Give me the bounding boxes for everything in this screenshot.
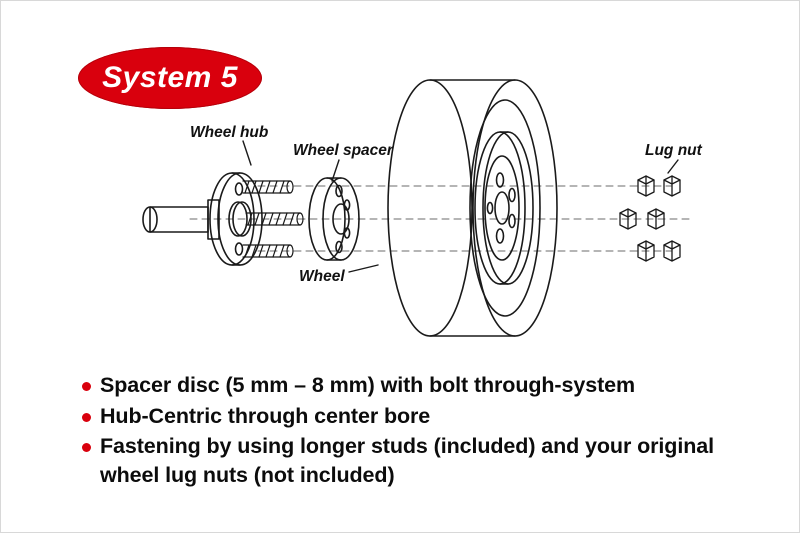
- bullet-dot-icon: [82, 413, 91, 422]
- list-item-text: Spacer disc (5 mm – 8 mm) with bolt through-system: [100, 373, 635, 397]
- bullet-dot-icon: [82, 382, 91, 391]
- feature-list: [82, 371, 762, 491]
- list-item: [82, 371, 762, 400]
- leader-lines: [243, 141, 678, 272]
- callout-lug-nut: Lug nut: [645, 142, 702, 159]
- bullet-dot-icon: [82, 443, 91, 452]
- callout-wheel-hub: Wheel hub: [190, 124, 269, 141]
- list-item-text: Fastening by using longer studs (included) and your original wheel lug nuts (not included): [100, 434, 714, 487]
- alignment-lines: [190, 186, 690, 251]
- callout-wheel: Wheel: [299, 268, 345, 285]
- list-item: [82, 432, 762, 489]
- callout-wheel-spacer: Wheel spacer: [293, 142, 393, 159]
- wheel-rim: [388, 80, 557, 336]
- axle-shaft: [143, 200, 219, 239]
- system-badge: [78, 47, 262, 109]
- list-item-text: Hub-Centric through center bore: [100, 403, 431, 428]
- list-item: [82, 402, 762, 431]
- system-badge-label: System 5: [102, 61, 238, 94]
